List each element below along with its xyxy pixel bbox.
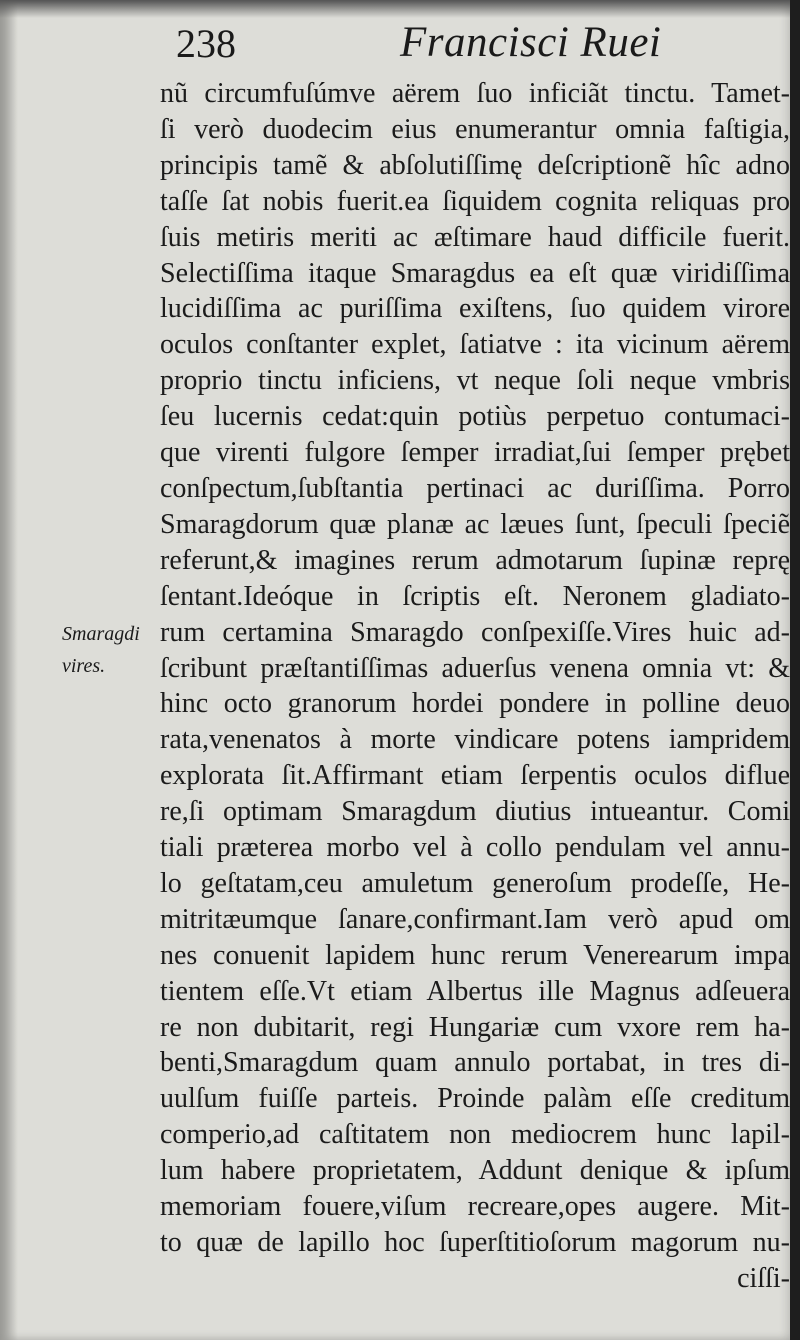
text-line: que virenti fulgore ſemper irradiat,ſui ſemper prębet: [160, 437, 790, 469]
page-number: 238: [176, 21, 236, 66]
text-line: lucidiſſima ac puriſſima exiſtens, ſuo quidem virore: [160, 293, 790, 325]
running-head: Francisci Ruei: [400, 19, 662, 66]
margin-note-line: vires.: [62, 655, 106, 677]
text-line: conſpectum,ſubſtantia pertinaci ac duriſſima. Porro: [160, 472, 790, 504]
text-line: Smaragdorum quæ planæ ac læues ſunt, ſpeculi ſpeciẽ: [160, 508, 790, 540]
text-line: rum certamina Smaragdo conſpexiſſe.Vires huic ad-: [160, 616, 790, 648]
text-line: comperio,ad caſtitatem non mediocrem hunc lapil-: [160, 1119, 790, 1151]
text-line: to quæ de lapillo hoc ſuperſtitioſorum magorum nu-: [160, 1227, 790, 1258]
text-line: re non dubitarit, regi Hungariæ cum vxore rem ha-: [160, 1011, 790, 1043]
text-line: tiali prӕterea morbo vel à collo pendulam vel annu-: [160, 832, 790, 864]
text-line: lo geſtatam,ceu amuletum generoſum prodeſſe, He-: [160, 867, 790, 899]
body-text: [160, 76, 790, 1297]
text-line: ſuis metiris meriti ac æſtimare haud difficile fuerit.: [160, 221, 790, 253]
text-line: ſentant.Ideóque in ſcriptis eſt. Neronem gladiato-: [160, 580, 790, 612]
page-header: [0, 18, 790, 80]
catchword: ciſſi-: [737, 1262, 790, 1294]
text-line: lum habere proprietatem, Addunt denique & ipſum: [160, 1155, 790, 1187]
text-line: Selectiſſima itaque Smaragdus ea eſt quæ viridiſſima: [160, 257, 790, 289]
gutter-shadow: [0, 0, 18, 1340]
text-line: mitritæumque ſanare,confirmant.Iam verò apud om: [160, 903, 790, 935]
text-line: nes conuenit lapidem hunc rerum Venerearum impa: [160, 939, 790, 971]
text-line: tientem eſſe.Vt etiam Albertus ille Magnus adſeuera: [160, 975, 790, 1007]
text-line: explorata ſit.Affirmant etiam ſerpentis oculos diflue: [160, 760, 790, 792]
text-line: oculos conſtanter explet, ſatiatve : ita vicinum aërem: [160, 329, 790, 361]
text-line: nũ circumfuſúmve aërem ſuo inficiãt tinctu. Tamet-: [160, 78, 790, 109]
text-line: hinc octo granorum hordei pondere in polline deuo: [160, 688, 790, 720]
text-line: re,ſi optimam Smaragdum diutius intueantur. Comi: [160, 796, 790, 828]
text-line: rata,venenatos à morte vindicare potens iampridem: [160, 724, 790, 756]
text-line: taſſe ſat nobis fuerit.ea ſiquidem cognita reliquas pro: [160, 185, 790, 217]
text-line: uulſum fuiſſe parteis. Proinde palàm eſſe creditum: [160, 1083, 790, 1115]
top-edge-shadow: [0, 0, 790, 18]
margin-note: [62, 618, 172, 682]
margin-note-line: Smaragdi: [62, 623, 140, 645]
text-line: ſeu lucernis cedat:quin potiùs perpetuo contumaci-: [160, 401, 790, 433]
text-line: benti,Smaragdum quam annulo portabat, in tres di-: [160, 1047, 790, 1079]
text-line: proprio tinctu inficiens, vt neque ſoli neque vmbris: [160, 365, 790, 397]
text-line: principis tamẽ & abſolutiſſimę deſcriptionẽ hîc adno: [160, 149, 790, 181]
text-line: ſcribunt præſtantiſſimas aduerſus venena omnia vt: &: [160, 652, 790, 684]
text-line: ſi verò duodecim eius enumerantur omnia faſtigia,: [160, 113, 790, 145]
text-line: referunt,& imagines rerum admotarum ſupinæ reprę: [160, 544, 790, 576]
text-line: memoriam fouere,viſum recreare,opes augere. Mit-: [160, 1191, 790, 1223]
